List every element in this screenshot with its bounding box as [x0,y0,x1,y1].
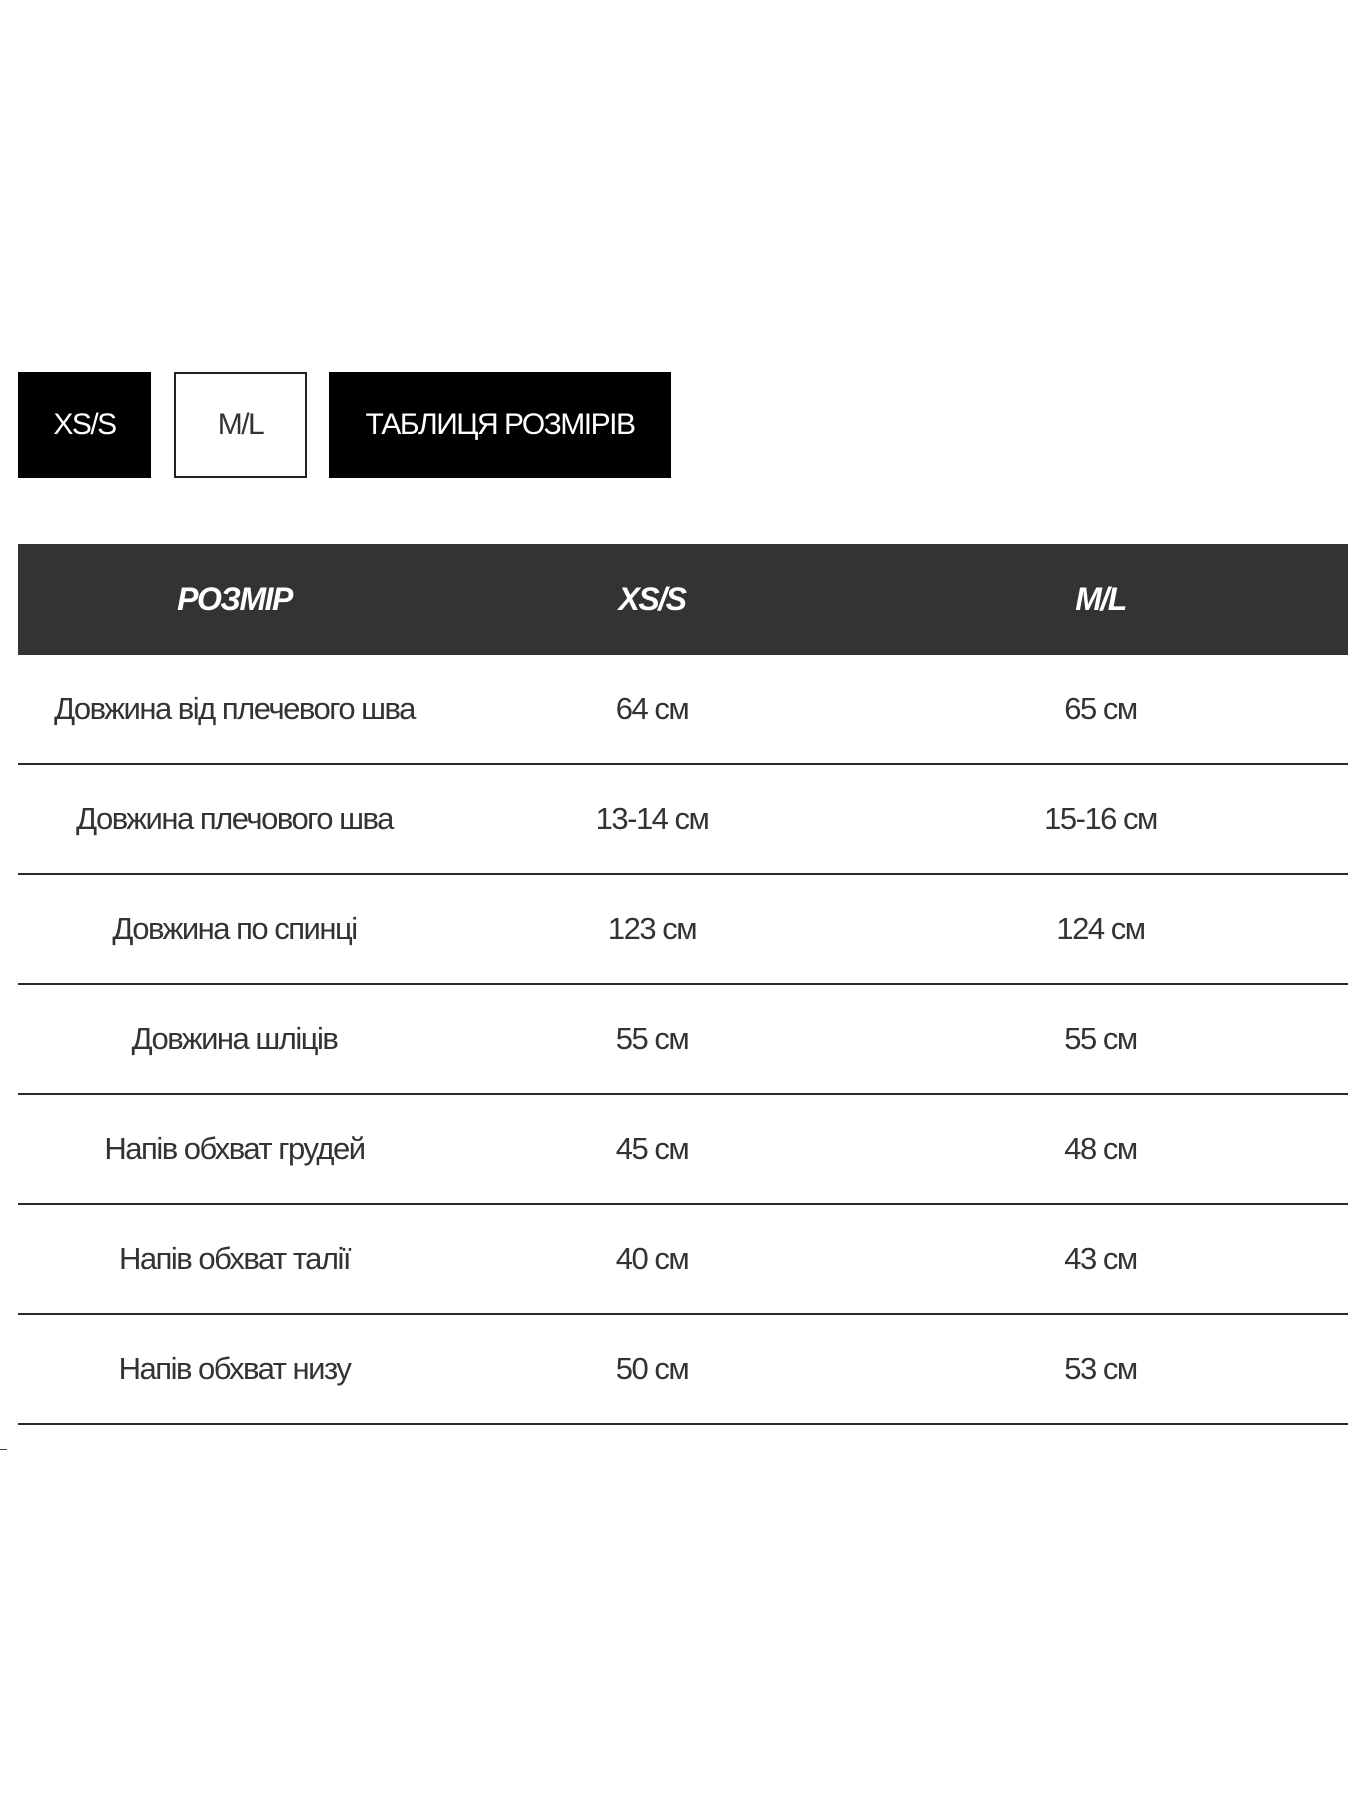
value-m-l: 43 см [1064,1241,1137,1276]
measurement-label: Довжина шліців [131,1021,338,1056]
divider-mark [0,1449,7,1450]
header-m-l: M/L [1075,581,1126,617]
value-xs-s: 123 см [607,911,697,946]
measurement-label: Довжина по спинці [112,911,357,946]
table-row [18,1205,1348,1315]
measurement-label: Напів обхват низу [118,1351,351,1386]
measurement-label: Довжина від плечевого шва [54,691,415,726]
size-chart-table [18,544,1348,1425]
measurement-label: Напів обхват грудей [104,1131,365,1166]
value-m-l: 15-16 см [1044,801,1157,836]
value-m-l: 48 см [1064,1131,1137,1166]
table-header-row [18,544,1348,655]
table-row [18,1095,1348,1205]
size-xs-s-button[interactable]: XS/S [18,372,151,478]
size-m-l-button[interactable]: M/L [174,372,307,478]
header-xs-s: XS/S [618,581,686,617]
value-m-l: 124 см [1056,911,1145,946]
table-row [18,1315,1348,1425]
value-m-l: 55 см [1064,1021,1137,1056]
size-table-button[interactable]: ТАБЛИЦЯ РОЗМІРІВ [329,372,671,478]
measurement-label: Напів обхват талії [118,1241,351,1276]
table-row [18,655,1348,765]
table-row [18,875,1348,985]
value-xs-s: 13-14 см [595,801,709,836]
value-m-l: 53 см [1064,1351,1137,1386]
header-size: РОЗМІР [177,581,292,617]
value-xs-s: 55 см [615,1021,689,1056]
table-row [18,985,1348,1095]
value-m-l: 65 см [1064,691,1137,726]
table-row [18,765,1348,875]
value-xs-s: 50 см [615,1351,689,1386]
size-selector [18,372,671,478]
value-xs-s: 40 см [615,1241,689,1276]
value-xs-s: 64 см [615,691,689,726]
measurement-label: Довжина плечового шва [76,801,393,836]
value-xs-s: 45 см [615,1131,689,1166]
